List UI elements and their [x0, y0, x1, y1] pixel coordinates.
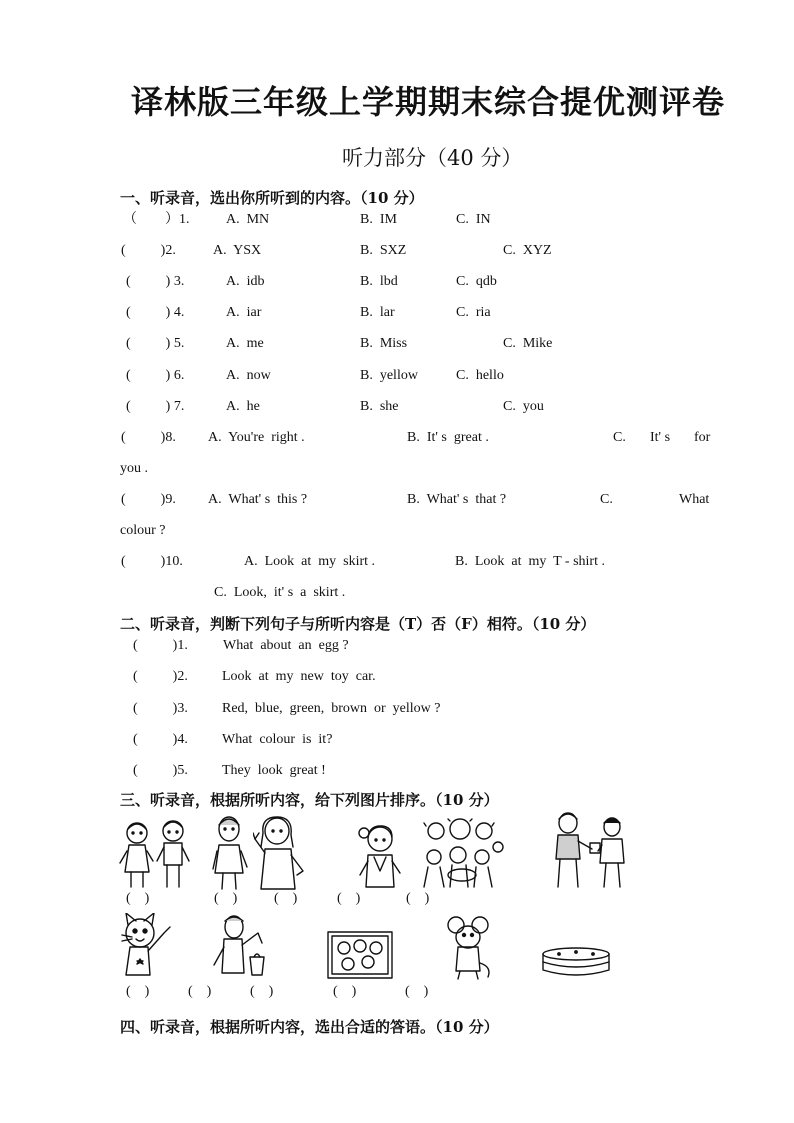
option-b: B. SXZ: [360, 243, 407, 258]
page-subtitle: 听力部分（40 分）: [342, 146, 523, 170]
answer-paren[interactable]: ( ): [214, 891, 238, 906]
section-3-heading: 三、听录音，根据所听内容，给下列图片排序。（10 分）: [120, 791, 499, 809]
page-title: 译林版三年级上学期期末综合提优测评卷: [131, 83, 726, 121]
answer-paren[interactable]: ( ): [126, 891, 150, 906]
option-c: C. XYZ: [503, 243, 552, 258]
party-picture: [414, 817, 506, 891]
section-4-heading: 四、听录音，根据所听内容，选出合适的答语。（10 分）: [120, 1018, 499, 1036]
answer-blank[interactable]: ( )10.: [121, 554, 183, 569]
answer-blank[interactable]: ( )3.: [133, 701, 188, 716]
answer-paren[interactable]: ( ): [337, 891, 361, 906]
option-b: B. yellow: [360, 368, 418, 383]
section-2-heading: 二、听录音，判断下列句子与所听内容是（T）否（F）相符。（10 分）: [120, 615, 596, 633]
option-b: B. lbd: [360, 274, 398, 289]
option-c: C. IN: [456, 212, 491, 227]
mouse-picture: [444, 915, 494, 981]
answer-paren[interactable]: ( ): [405, 984, 429, 999]
statement: Look at my new toy car.: [222, 669, 376, 684]
answer-paren[interactable]: ( ): [126, 984, 150, 999]
answer-blank[interactable]: ( ) 5.: [126, 336, 185, 351]
cat-picture: [118, 913, 178, 981]
answer-blank[interactable]: ( )2.: [133, 669, 188, 684]
option-a: A. What' s this ?: [208, 492, 308, 507]
answer-paren[interactable]: ( ): [250, 984, 274, 999]
option-c-text: for: [694, 430, 711, 445]
answer-blank[interactable]: ( ) 3.: [126, 274, 185, 289]
option-c: C. ria: [456, 305, 491, 320]
two-children-picture: [117, 817, 195, 893]
statement: What colour is it?: [222, 732, 333, 747]
cake-picture: [539, 946, 613, 980]
answer-paren[interactable]: ( ): [274, 891, 298, 906]
option-b: B. lar: [360, 305, 395, 320]
option-a: A. idb: [226, 274, 265, 289]
option-c-label: C.: [600, 492, 613, 507]
option-c: C. qdb: [456, 274, 497, 289]
option-a: A. he: [226, 399, 260, 414]
option-c-text: you .: [120, 461, 148, 476]
two-men-picture: [548, 811, 636, 891]
option-a: A. me: [226, 336, 264, 351]
statement: They look great !: [222, 763, 326, 778]
option-a: A. Look at my skirt .: [244, 554, 376, 569]
option-b: B. What' s that ?: [407, 492, 507, 507]
option-b: B. Look at my T - shirt .: [455, 554, 605, 569]
option-c: C. hello: [456, 368, 504, 383]
option-b: B. It' s great .: [407, 430, 489, 445]
option-a: A. now: [226, 368, 271, 383]
answer-paren[interactable]: ( ): [333, 984, 357, 999]
option-a: A. MN: [226, 212, 270, 227]
option-c: C. you: [503, 399, 544, 414]
answer-blank[interactable]: ( )5.: [133, 763, 188, 778]
answer-paren[interactable]: ( ): [406, 891, 430, 906]
answer-blank[interactable]: ( )2.: [121, 243, 176, 258]
option-c: C. Look, it' s a skirt .: [214, 585, 346, 600]
section-1-heading: 一、听录音，选出你所听到的内容。（10 分）: [120, 189, 424, 207]
answer-blank[interactable]: ( ) 7.: [126, 399, 185, 414]
man-picture: [211, 815, 251, 893]
picture-frame: [326, 930, 394, 980]
option-c-text: It' s: [650, 430, 671, 445]
answer-blank[interactable]: ( ) 6.: [126, 368, 185, 383]
option-b: B. Miss: [360, 336, 408, 351]
statement: Red, blue, green, brown or yellow ?: [222, 701, 441, 716]
answer-blank[interactable]: （ ）1.: [123, 212, 190, 227]
woman-shopping-picture: [208, 913, 268, 981]
answer-blank[interactable]: ( )4.: [133, 732, 188, 747]
option-b: B. she: [360, 399, 399, 414]
option-a: A. iar: [226, 305, 262, 320]
girl-picture: [356, 823, 408, 891]
option-a: A. YSX: [213, 243, 262, 258]
option-a: A. You're right .: [208, 430, 305, 445]
option-b: B. IM: [360, 212, 397, 227]
statement: What about an egg ?: [223, 638, 349, 653]
woman-picture: [253, 815, 315, 893]
option-c-text: colour ?: [120, 523, 166, 538]
option-c-label: C.: [613, 430, 626, 445]
answer-blank[interactable]: ( ) 4.: [126, 305, 185, 320]
answer-paren[interactable]: ( ): [188, 984, 212, 999]
option-c-text: What: [679, 492, 710, 507]
answer-blank[interactable]: ( )1.: [133, 638, 188, 653]
answer-blank[interactable]: ( )8.: [121, 430, 176, 445]
answer-blank[interactable]: ( )9.: [121, 492, 176, 507]
option-c: C. Mike: [503, 336, 553, 351]
